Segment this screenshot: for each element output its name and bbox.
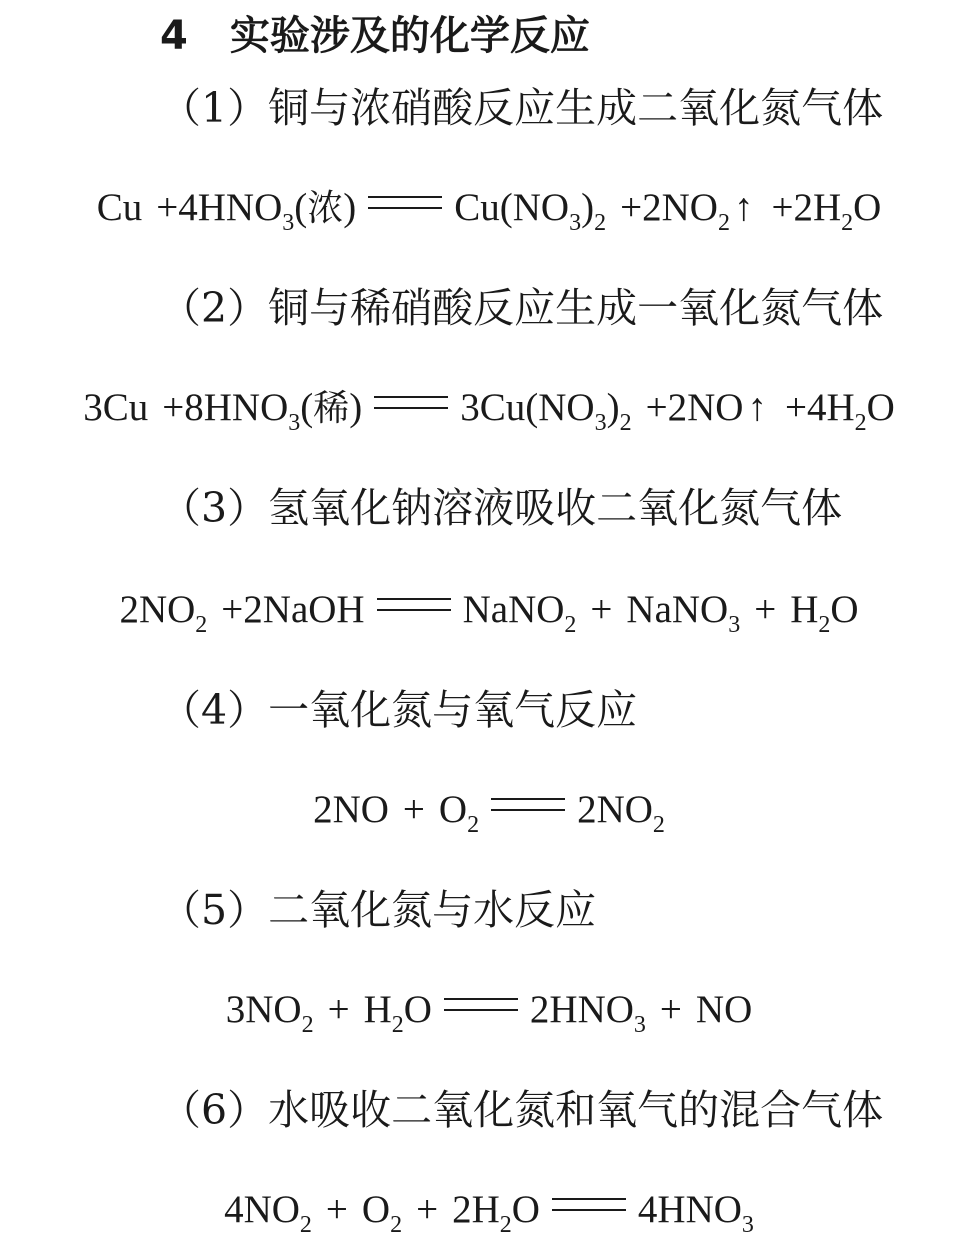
equation-4: $2NO + O_2$ $2NO_2$ — [313, 788, 665, 838]
equation-1: $Cu +4HNO_3$(浓) $Cu(NO_3)_2 +2NO_2$ ↑ $+2H_2O$ — [96, 186, 882, 236]
equals-sign — [377, 598, 451, 611]
reaction-label-2: （2）铜与稀硝酸反应生成一氧化氮气体 — [160, 284, 884, 332]
equals-sign — [444, 998, 518, 1011]
reaction-label-4: （4）一氧化氮与氧气反应 — [160, 686, 638, 734]
reaction-label-3: （3）氢氧化钠溶液吸收二氧化氮气体 — [160, 484, 843, 532]
section-title: 实验涉及的化学反应 — [229, 13, 590, 59]
gas-arrow-icon: ↑ — [747, 386, 767, 429]
section-number: 4 — [160, 13, 188, 59]
equals-sign — [374, 396, 448, 409]
reaction-label-5: （5）二氧化氮与水反应 — [160, 886, 597, 934]
equals-sign — [552, 1198, 626, 1211]
reaction-label-6: （6）水吸收二氧化氮和氧气的混合气体 — [160, 1086, 884, 1134]
equals-sign — [491, 798, 565, 811]
equals-sign — [368, 196, 442, 209]
gas-arrow-icon: ↑ — [733, 186, 754, 229]
equation-5: $3NO_2 + H_2O$ $2HNO_3$ + NO — [225, 988, 753, 1038]
equation-3: $2NO_2$ +2NaOH NaNO$_2$ + NaNO$_3$ + $H_2O$ — [119, 588, 859, 638]
equation-6: $4NO_2 + O_2 + 2H_2O$ $4HNO_3$ — [224, 1188, 754, 1238]
reaction-label-1: （1）铜与浓硝酸反应生成二氧化氮气体 — [160, 84, 884, 132]
equation-2: $3Cu +8HNO_3$(稀) $3Cu(NO_3)_2 +2NO$ ↑ $+4H_2O$ — [83, 386, 895, 436]
section-heading — [160, 13, 590, 59]
